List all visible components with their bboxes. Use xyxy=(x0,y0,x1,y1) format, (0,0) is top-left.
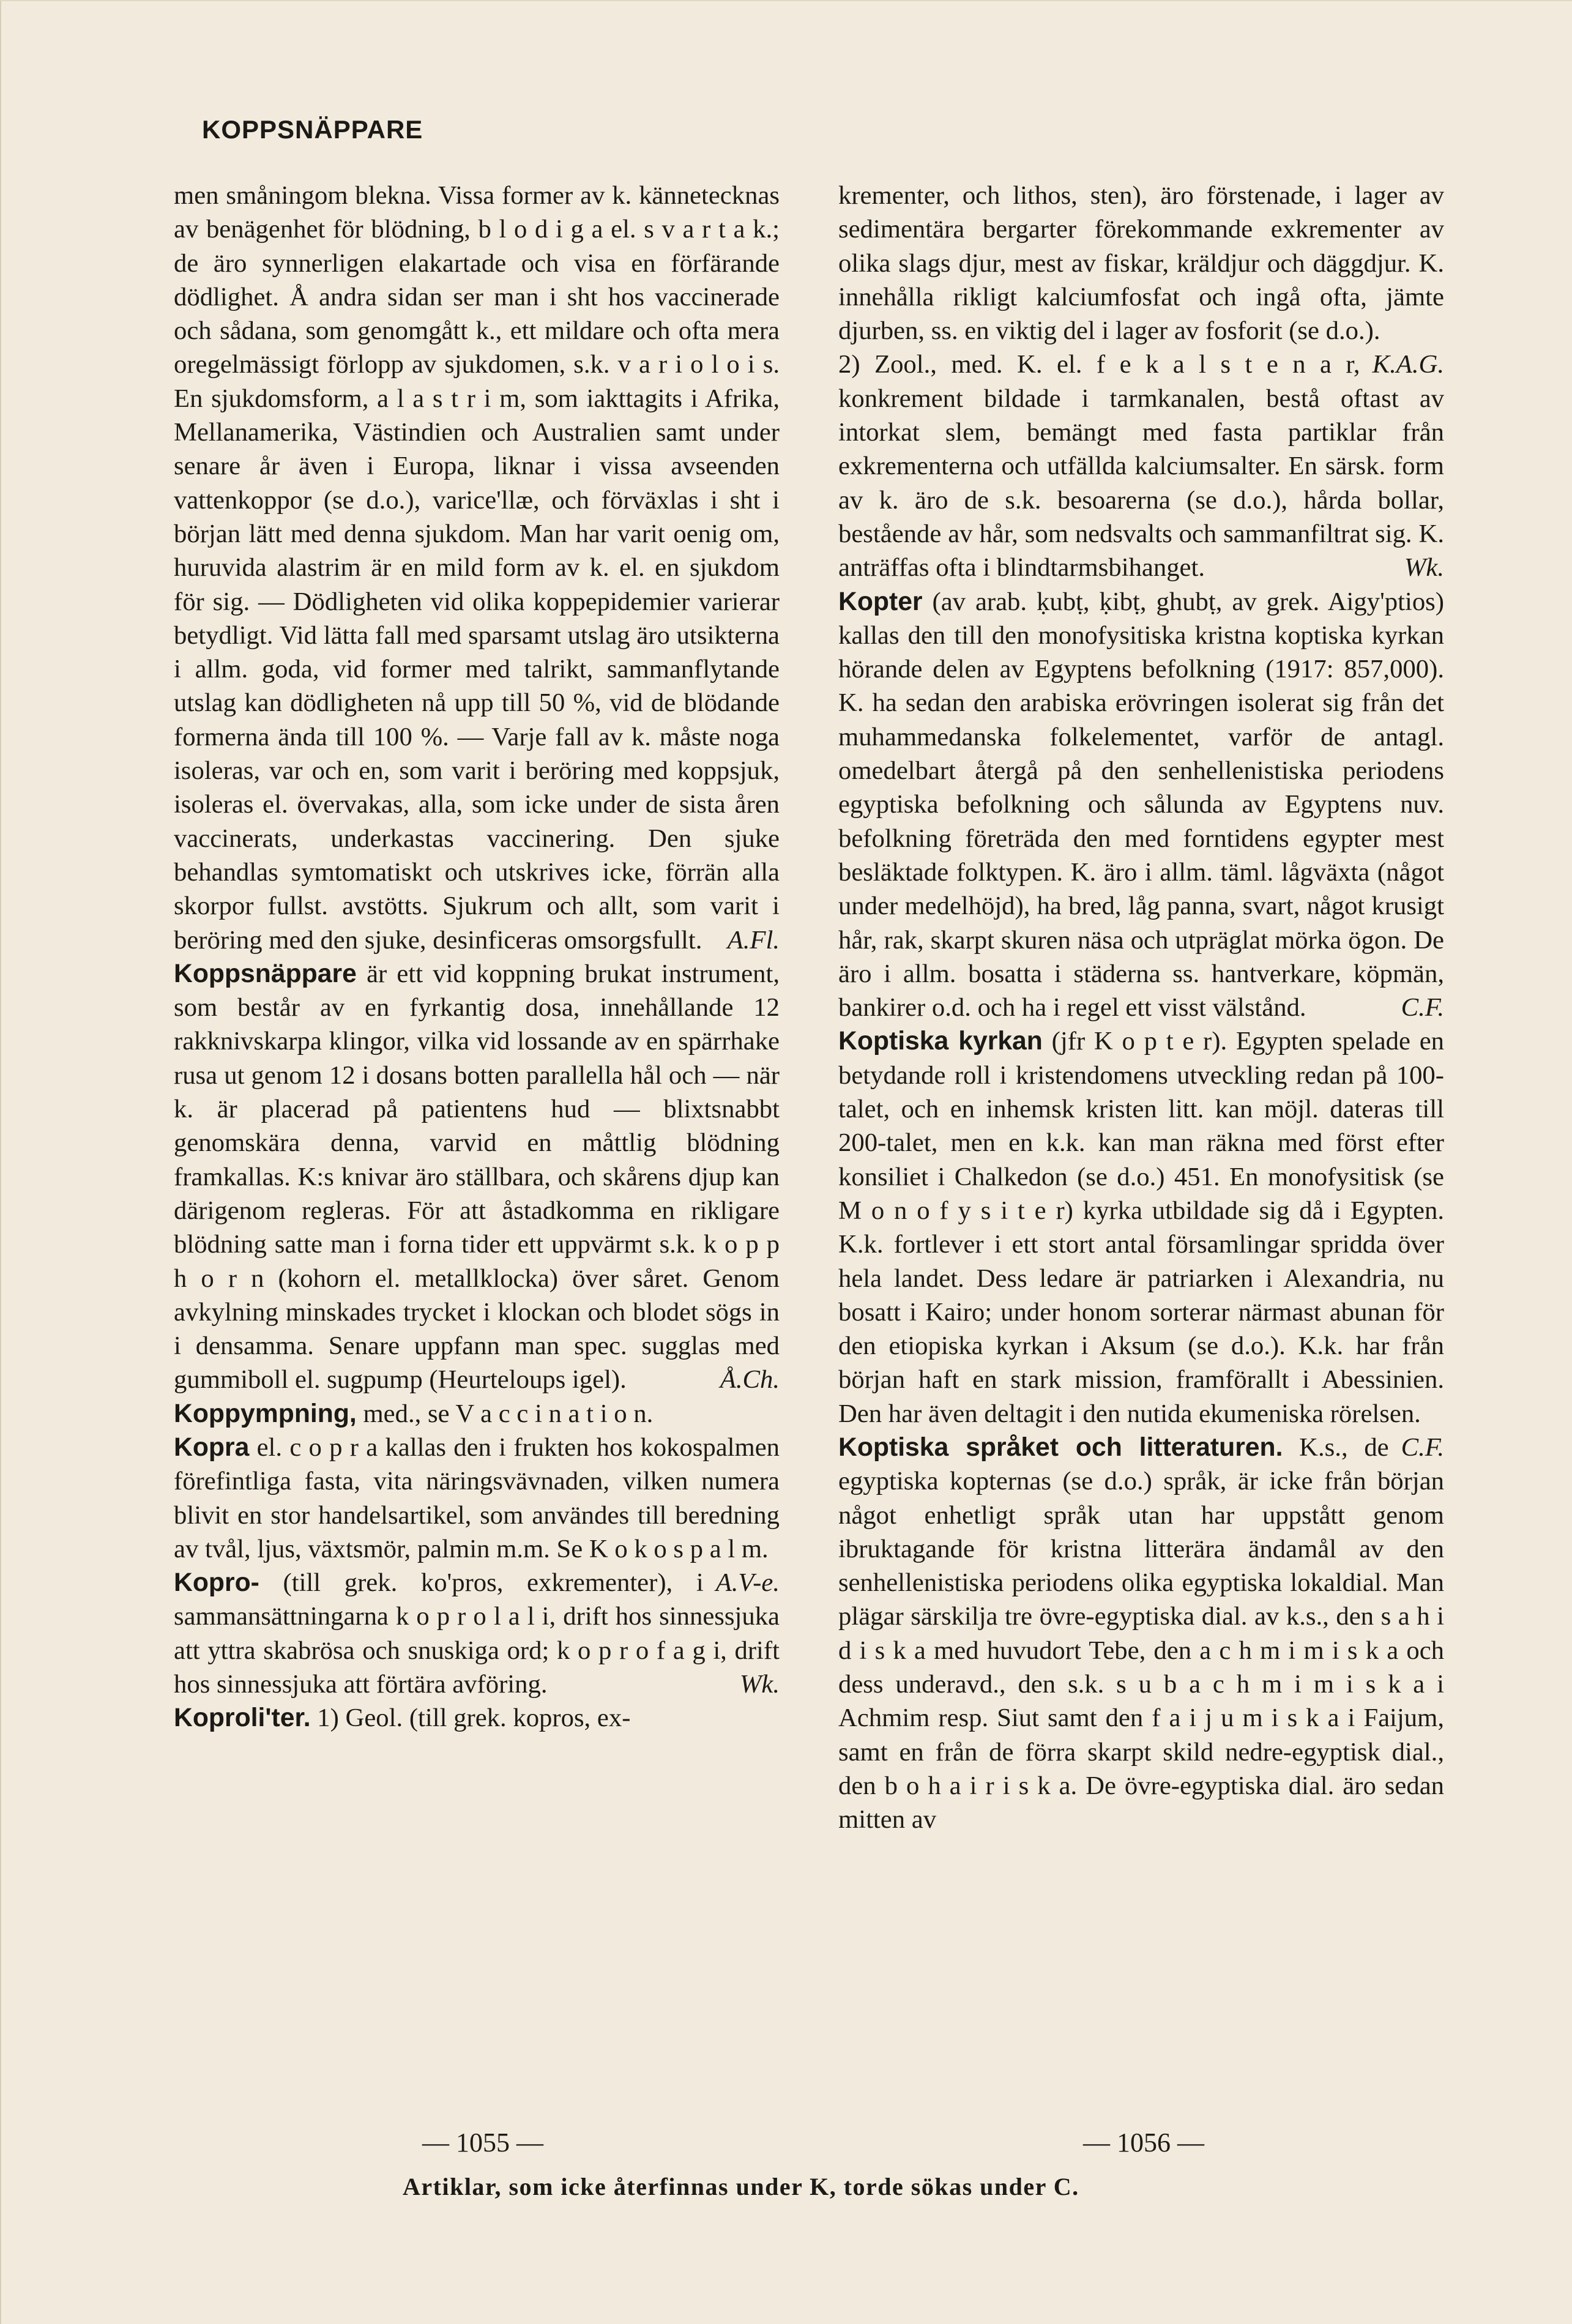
article-headword: Koproli'ter. xyxy=(174,1703,311,1733)
article-paragraph xyxy=(174,1701,780,1735)
article-headword: Kopra xyxy=(174,1432,250,1462)
paragraph-text: (jfr K o p t e r). Egypten spelade en betydande roll i kristendomens utveckling redan på 100-talet, och en inhemsk kristen litt. kan möjl. dateras till 200-talet, men en k.k. kan man räkna med först efter konsiliet i Chalkedon (se d.o.) 451. En monofysitisk (se M o n o f y s i t e r) kyrka utbildade sig då i Egypten. K.k. fortlever i ett stort antal församlingar spridda över hela landet. Dess ledare är patriarken i Alexandria, nu bosatt i Kairo; under honom sorterar närmast abunan för den etiopiska kyrkan i Aksum (se d.o.). K.k. har från början haft en stark mission, framförallt i Abessinien. Den har även deltagit i den nutida ekumeniska rörelsen. xyxy=(838,1027,1444,1428)
paragraph-text: el. c o p r a kallas den i frukten hos kokospalmen förefintliga fasta, vita näringsvävnaden, vilken numera blivit en stor handelsartikel, som användes till beredning av tvål, ljus, växtsmör, palmin m.m. Se K o k o s p a l m. xyxy=(174,1432,780,1563)
paragraph-text: 2) Zool., med. K. el. f e k a l s t e n a r, konkrement bildade i tarmkanalen, bestå oftast av intorkat slem, bemängt med fasta partiklar från exkrementerna och utfällda kalciumsalter. En särsk. form av k. äro de s.k. besoarerna (se d.o.), hårda bollar, bestående av hår, som nedsvalts och sammanfiltrat sig. K. anträffas ofta i blindtarmsbihanget. xyxy=(838,350,1444,583)
author-signature: C.F. xyxy=(1401,1432,1444,1462)
author-signature: Wk. xyxy=(1404,553,1444,583)
article-paragraph xyxy=(174,1566,780,1701)
article-paragraph xyxy=(174,957,780,1397)
article-headword: Koppsnäppare xyxy=(174,958,357,988)
article-paragraph xyxy=(838,585,1444,1025)
page-number-right: — 1056 — xyxy=(1083,2128,1204,2158)
article-paragraph xyxy=(838,348,1444,584)
article-headword: Koptiska språket och litteraturen. xyxy=(838,1432,1283,1462)
article-paragraph xyxy=(838,1431,1444,1837)
running-header: KOPPSNÄPPARE xyxy=(202,115,423,144)
paragraph-text: 1) Geol. (till grek. kopros, ex- xyxy=(317,1704,631,1733)
paragraph-text: krementer, och lithos, sten), äro förstenade, i lager av sedimentära bergarter förekommande exkrementer av olika slags djur, mest av fiskar, kräldjur och däggdjur. K. innehålla rikligt kalciumfosfat och ingå ofta, jämte djurben, ss. en viktig del i lager av fosforit (se d.o.). xyxy=(838,181,1444,346)
author-signature: Å.Ch. xyxy=(720,1365,780,1395)
right-column xyxy=(838,179,1444,1837)
left-column xyxy=(174,179,780,1735)
paragraph-text: är ett vid koppning brukat instrument, som består av en fyrkantig dosa, innehållande 12 rakknivskarpa klingor, vilka vid lossande av en spärrhake rusa ut genom 12 i dosans botten parallella hål och — när k. är placerad på patientens hud — blixtsnabbt genomskära denna, varvid en måttlig blödning framkallas. K:s knivar äro ställbara, och skårens djup kan därigenom regleras. För att åstadkomma en rikligare blödning satte man i forna tider ett uppvärmt s.k. k o p p h o r n (kohorn el. metallklocka) över såret. Genom avkylning minskades trycket i klockan och blodet sögs in i densamma. Senare uppfann man spec. sugglas med gummiboll el. sugpump (Heurteloups igel). xyxy=(174,959,780,1395)
article-headword: Kopro- xyxy=(174,1568,259,1598)
paragraph-text: (av arab. ḳubṭ, ḳibṭ, ghubṭ, av grek. Aigy'ptios) kallas den till den monofysitiska kristna koptiska kyrkan hörande delen av Egyptens befolkning (1917: 857,000). K. ha sedan den arabiska erövringen isolerat sig från det muhammedanska folkelementet, varför de antagl. omedelbart återgå på den senhellenistiska periodens egyptiska befolkning och sålunda av Egyptens nuv. befolkning företräda den med forntidens egypter mest besläktade folktypen. K. äro i allm. täml. lågväxta (något under medelhöjd), ha bred, låg panna, svart, något krusigt hår, rak, skarpt skuren näsa och utpräglat mörka ögon. De äro i allm. bosatta i städerna ss. hantverkare, köpmän, bankirer o.d. och ha i regel ett visst välstånd. xyxy=(838,587,1445,1022)
article-headword: Koppympning, xyxy=(174,1398,357,1428)
article-paragraph xyxy=(174,1397,780,1431)
footer-note: Artiklar, som icke återfinnas under K, torde sökas under C. xyxy=(403,2173,1079,2200)
article-headword: Koptiska kyrkan xyxy=(838,1026,1043,1056)
article-paragraph xyxy=(838,179,1444,379)
author-signature: A.V-e. xyxy=(715,1568,780,1598)
article-headword: Kopter xyxy=(838,586,923,616)
article-paragraph xyxy=(174,179,780,957)
paragraph-text: med., se V a c c i n a t i o n. xyxy=(363,1399,654,1428)
page-number-left: — 1055 — xyxy=(422,2128,543,2158)
paragraph-text: men småningom blekna. Vissa former av k. kännetecknas av benägenhet för blödning, b l o d i g a el. s v a r t a k.; de äro synnerligen elakartade och visa en förfärande dödlighet. Å andra sidan ser man i sht hos vaccinerade och sådana, som genomgått k., ett mildare och ofta mera oregelmässigt förlopp av sjukdomen, s.k. v a r i o l o i s. En sjukdomsform, a l a s t r i m, som iakttagits i Afrika, Mellanamerika, Västindien och Australien samt under senare år även i Europa, liknar i vissa avseenden vattenkoppor (se d.o.), varice'llæ, och förväxlas i sht i början lätt med denna sjukdom. Man har varit oenig om, huruvida alastrim är en mild form av k. el. en sjukdom för sig. — Dödligheten vid olika koppepidemier varierar betydligt. Vid lätta fall med sparsamt utslag äro utsikterna i allm. goda, vid former med talrikt, sammanflytande utslag kan dödligheten nå upp till 50 %, vid de blödande formerna ända till 100 %. — Varje fall av k. måste noga isoleras, var och en, som varit i beröring med koppsjuk, isoleras el. övervakas, alla, som icke under de sista åren vaccinerats, underkastas vaccinering. Den sjuke behandlas symtomatiskt och utskrives icke, förrän alla skorpor fullst. avstötts. Sjukrum och allt, som varit i beröring med den sjuke, desinficeras omsorgsfullt. xyxy=(174,181,780,955)
paragraph-text: (till grek. ko'pros, exkrementer), i sammansättningarna k o p r o l a l i, drift hos sinnessjuka att yttra skabrösa och snuskiga ord; k o p r o f a g i, drift hos sinnessjuka att förtära avföring. xyxy=(174,1568,780,1699)
paragraph-text: K.s., de egyptiska kopternas (se d.o.) språk, är icke från början något enhetligt språk utan har uppstått genom ibruktagande för kristna litterära ändamål av den senhellenistiska periodens olika egyptiska lokaldial. Man plägar särskilja tre övre-egyptiska dial. av k.s., den s a h i d i s k a med huvudort Tebe, den a c h m i m i s k a och dess underavd., den s.k. s u b a c h m i m i s k a i Achmim resp. Siut samt den f a i j u m i s k a i Faijum, samt en från de förra skarpt skild nedre-egyptisk dial., den b o h a i r i s k a. De övre-egyptiska dial. äro sedan mitten av xyxy=(838,1432,1444,1834)
author-signature: Wk. xyxy=(739,1670,780,1699)
author-signature: K.A.G. xyxy=(1372,350,1444,379)
author-signature: A.Fl. xyxy=(727,925,780,955)
author-signature: C.F. xyxy=(1401,993,1444,1022)
